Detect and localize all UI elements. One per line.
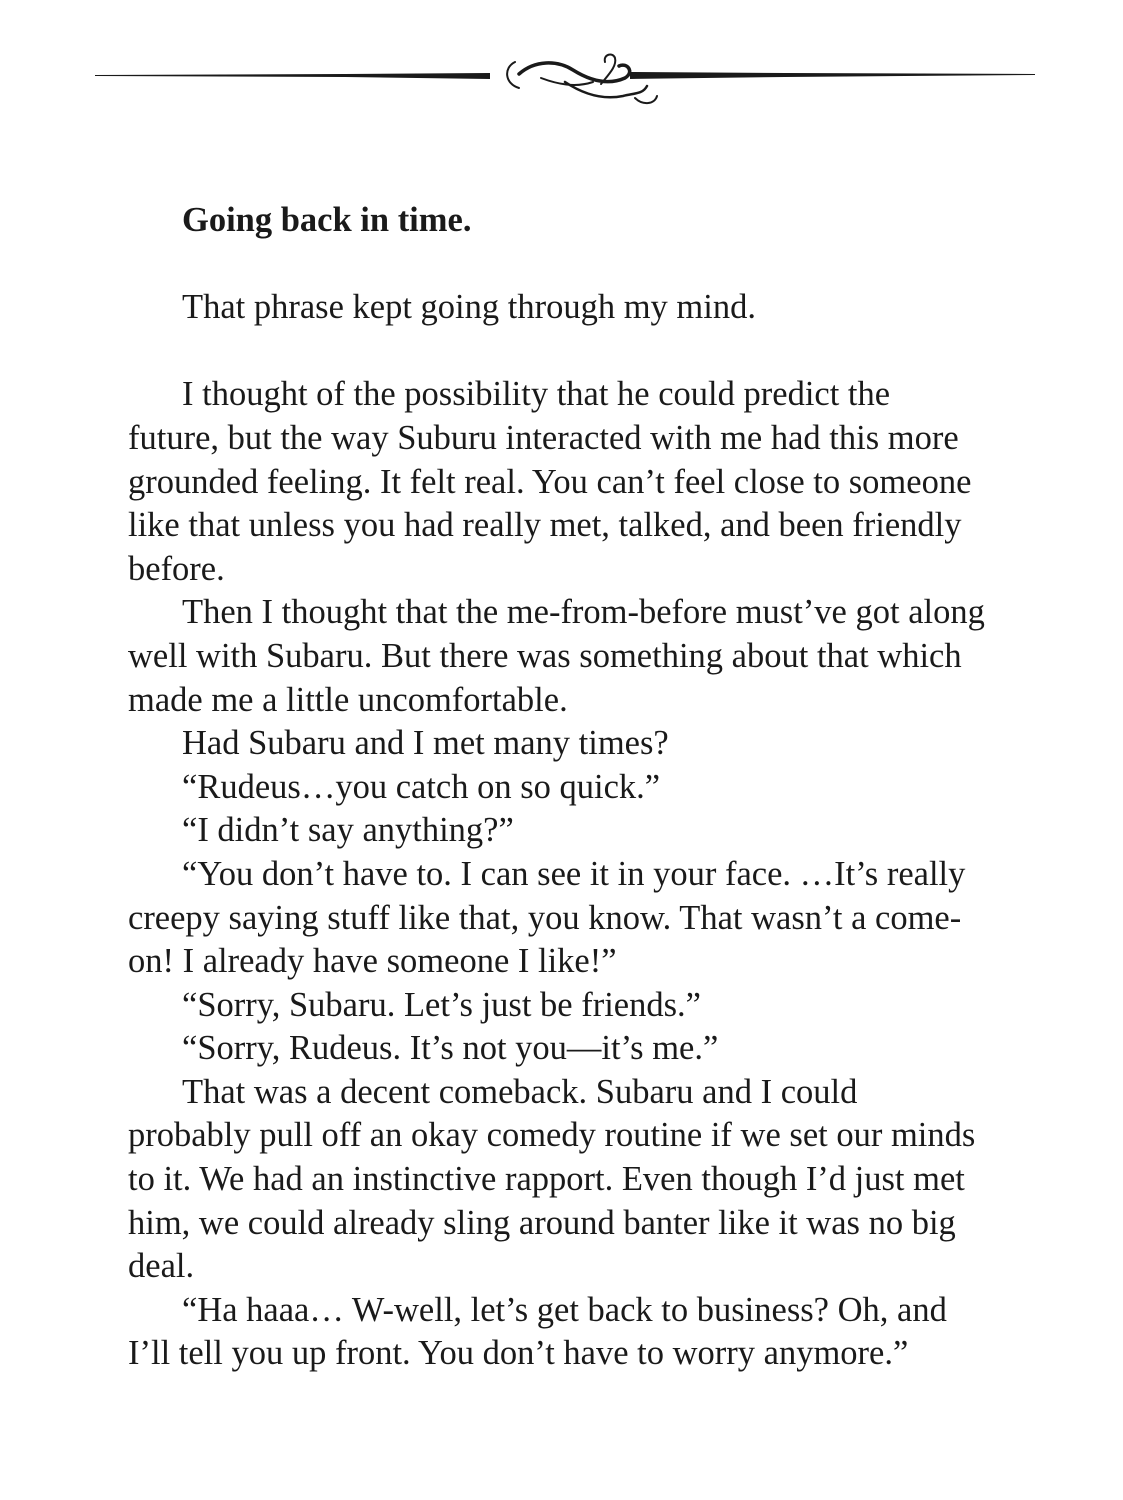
flourish-divider-icon — [95, 44, 1035, 110]
dialogue-line: “I didn’t say anything?” — [182, 811, 514, 850]
dialogue-line: “Ha haaa… W-well, let’s get back to business? Oh, and I’ll tell you up front. You don’t have to worry anymore.” — [128, 1290, 947, 1373]
paragraph: Had Subaru and I met many times? — [182, 724, 669, 763]
page-text — [128, 199, 988, 1376]
paragraph: That phrase kept going through my mind. — [182, 288, 756, 327]
section-heading: Going back in time. — [182, 201, 472, 239]
dialogue-line: “Sorry, Rudeus. It’s not you—it’s me.” — [182, 1029, 719, 1068]
paragraph: That was a decent comeback. Subaru and I could probably pull off an okay comedy routine if we set our minds to it. We had an instinctive rapport. Even though I’d just met him, we could already sling around banter like it was no big deal. — [128, 1072, 976, 1286]
dialogue-line: “Sorry, Subaru. Let’s just be friends.” — [182, 985, 701, 1024]
paragraph: Then I thought that the me-from-before must’ve got along well with Subaru. But there was something about that which made me a little uncomfortable. — [128, 593, 985, 719]
dialogue-line: “Rudeus…you catch on so quick.” — [182, 767, 661, 806]
paragraph: I thought of the possibility that he could predict the future, but the way Suburu interacted with me had this more grounded feeling. It felt real. You can’t feel close to someone like that unless you had really met, talked, and been friendly before. — [128, 375, 972, 588]
dialogue-line: “You don’t have to. I can see it in your face. …It’s really creepy saying stuff like that, you know. That wasn’t a come-on! I already have someone I like!” — [128, 854, 966, 981]
